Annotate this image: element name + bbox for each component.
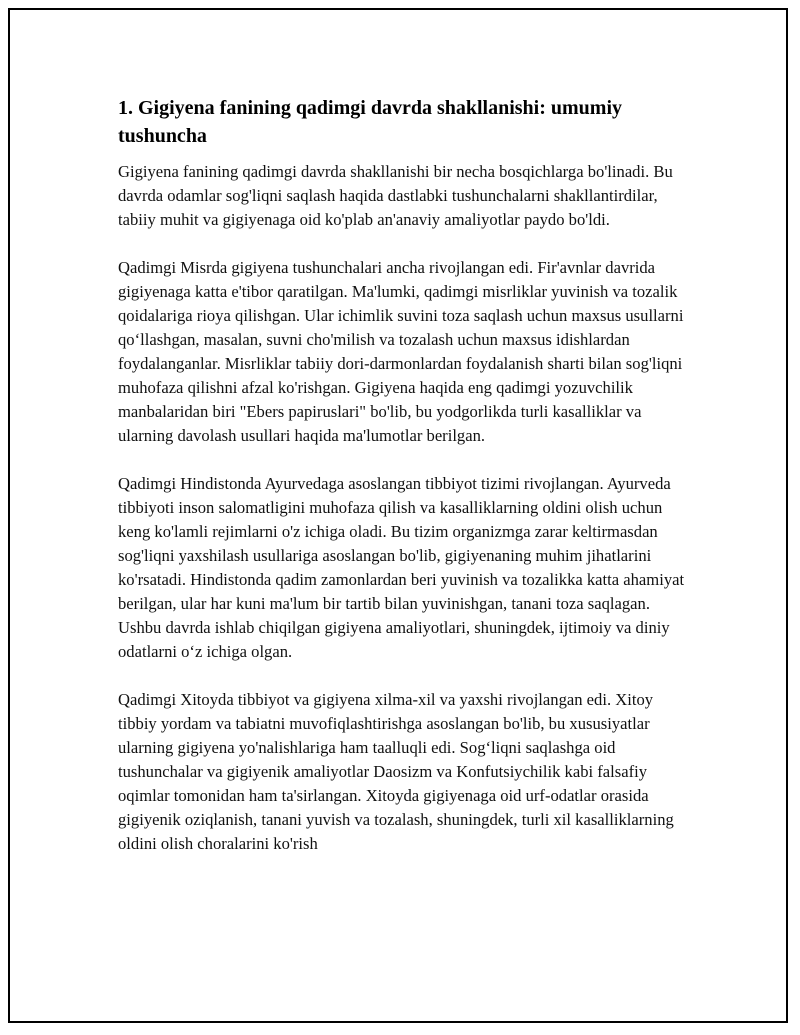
paragraph-egypt: Qadimgi Misrda gigiyena tushunchalari ancha rivojlangan edi. Fir'avnlar davrida gigiyenaga katta e'tibor qaratilgan. Ma'lumki, qadimgi misrliklar yuvinish va tozalik qoidalariga rioya qilishgan. Ular ichimlik suvini toza saqlash uchun maxsus usullarni qo‘llashgan, masalan, suvni cho'milish va tozalash uchun maxsus idishlardan foydalanganlar. Misrliklar tabiiy dori-darmonlardan foydalanish sharti bilan sog'liqni muhofaza qilishni afzal ko'rishgan. Gigiyena haqida eng qadimgi yozuvchilik manbalaridan biri "Ebers papiruslari" bo'lib, bu yodgorlikda turli kasalliklar va ularning davolash usullari haqida ma'lumotlar berilgan. <box>118 258 684 445</box>
paragraph-india: Qadimgi Hindistonda Ayurvedaga asoslangan tibbiyot tizimi rivojlangan. Ayurveda tibbiyoti inson salomatligini muhofaza qilish va kasalliklarning oldini olish uchun keng ko'lamli rejimlarni o'z ichiga oladi. Bu tizim organizmga zarar keltirmasdan sog'liqni yaxshilash usullariga asoslangan bo'lib, gigiyenaning muhim jihatlarini ko'rsatadi. Hindistonda qadim zamonlardan beri yuvinish va tozalikka katta ahamiyat berilgan, ular har kuni ma'lum bir tartib bilan yuvinishgan, tanani toza saqlagan. Ushbu davrda ishlab chiqilgan gigiyena amaliyotlari, shuningdek, ijtimoiy va diniy odatlarni o‘z ichiga olgan. <box>118 474 685 661</box>
section-heading: 1. Gigiyena fanining qadimgi davrda shakllanishi: umumiy tushuncha <box>118 97 623 147</box>
document-body <box>118 94 688 880</box>
paragraph-intro: Gigiyena fanining qadimgi davrda shakllanishi bir necha bosqichlarga bo'linadi. Bu davrda odamlar sog'liqni saqlash haqida dastlabki tushunchalarni shakllantirdilar, tabiiy muhit va gigiyenaga oid ko'plab an'anaviy amaliyotlar paydo bo'ldi. <box>118 162 673 229</box>
paragraph-china: Qadimgi Xitoyda tibbiyot va gigiyena xilma-xil va yaxshi rivojlangan edi. Xitoy tibbiy yordam va tabiatni muvofiqlashtirishga asoslangan bo'lib, bu xususiyatlar ularning gigiyena yo'nalishlariga ham taalluqli edi. Sog‘liqni saqlashga oid tushunchalar va gigiyenik amaliyotlar Daosizm va Konfutsiychilik kabi falsafiy oqimlar tomonidan ham ta'sirlangan. Xitoyda gigiyenaga oid urf-odatlar orasida gigiyenik oziqlanish, tanani yuvish va tozalash, shuningdek, turli xil kasalliklarning oldini olish choralarini ko'rish <box>118 690 674 853</box>
